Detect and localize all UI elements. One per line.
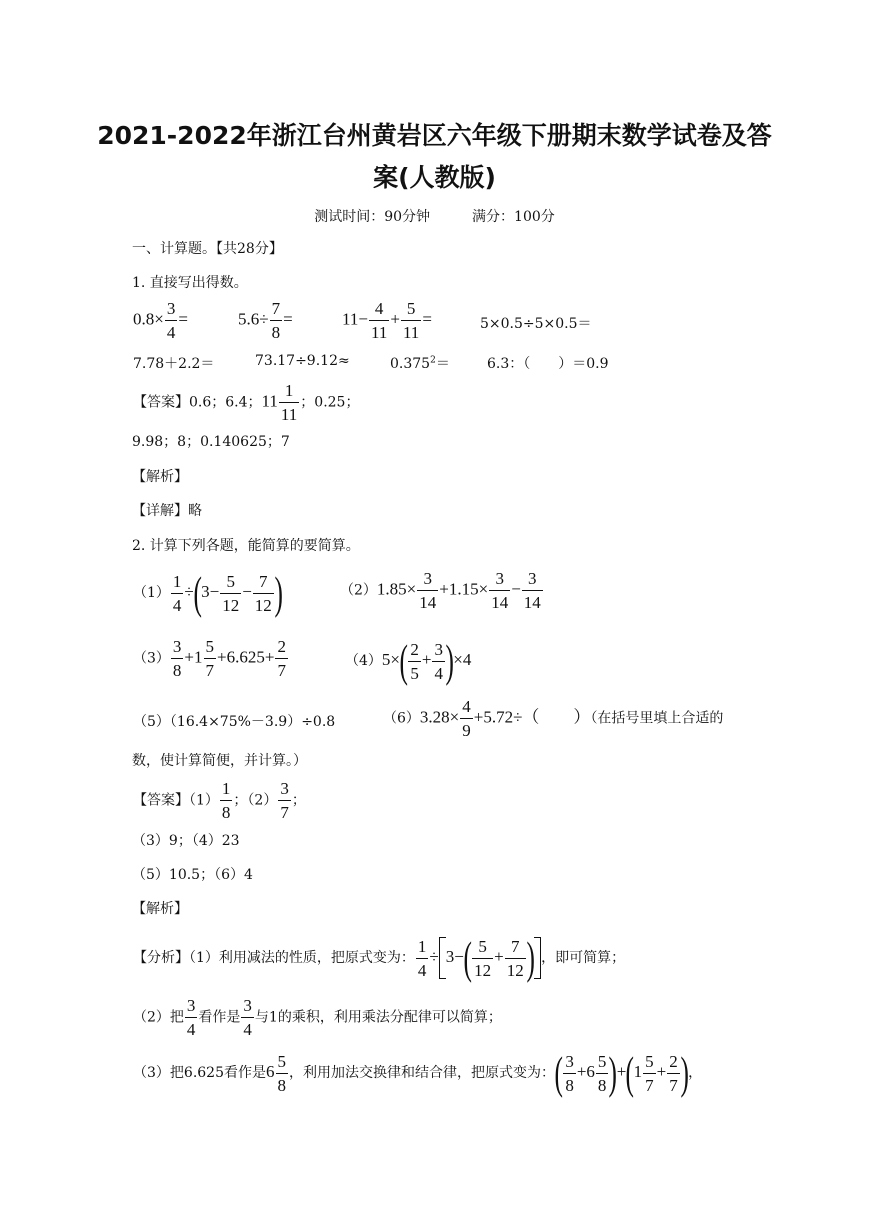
q2-part-3: （3） $\frac{3}{8}$ +1 $\frac{5}{7}$ +6.625+ $\frac{2}{7}$ xyxy=(133,637,286,680)
q2-part-6: （6）3.28× $\frac{4}{9}$ +5.72÷（ ）（在括号里填上合适的 xyxy=(383,697,724,740)
q2-answer-line-3: （5）10.5；（6）4 xyxy=(132,867,253,883)
q1-detail: 【详解】略 xyxy=(132,503,202,519)
q1-expr-3: 11− $\frac{4}{11}$ + $\frac{5}{11}$ = xyxy=(342,299,432,342)
q1-expr-2: 5.6÷ $\frac{7}{8}$ = xyxy=(238,299,293,342)
q1-answer-line-2: 9.98；8；0.140625；7 xyxy=(132,434,290,450)
q1-expr-7: $0.375^2=$ xyxy=(390,355,450,372)
q1-expr-8: 6.3：（ ）＝0.9 xyxy=(487,356,609,372)
q2-analysis-label: 【解析】 xyxy=(132,901,188,917)
q2-stem: 2. 计算下列各题，能简算的要简算。 xyxy=(132,538,360,554)
q2-answer: 【答案】（1） $\frac{1}{8}$ ；（2） $\frac{3}{7}$ ； xyxy=(133,779,306,822)
section-heading: 一、计算题。【共28分】 xyxy=(132,241,283,257)
q1-expr-4: 5×0.5÷5×0.5＝ xyxy=(480,316,592,332)
q2-part-2: （2）1.85× $\frac{3}{14}$ +1.15× $\frac{3}{14}$ − $\frac{3}{14}$ xyxy=(340,569,541,612)
q2-answer-line-2: （3）9；（4）23 xyxy=(132,833,240,849)
q2-part-1: （1） $\frac{1}{4}$ ÷(3− $\frac{5}{12}$ − $\frac{7}{12}$ ) xyxy=(133,567,283,618)
title-line-1: 2021-2022年浙江台州黄岩区六年级下册期末数学试卷及答 xyxy=(97,121,772,150)
q1-answer: 【答案】0.6；6.4；11 $\frac{1}{11}$ ；0.25； xyxy=(133,381,360,424)
q2-fenxi-1: 【分析】（1）利用减法的性质，把原式变为： $\frac{1}{4}$ ÷ 3−( $\frac{5}{12}$ + $\frac{7}{12}$ ) ，即可简算； xyxy=(133,932,626,983)
q1-expr-1: 0.8× $\frac{3}{4}$ = xyxy=(133,299,188,342)
subtitle: 测试时间：90分钟 满分：100分 xyxy=(314,209,555,225)
q2-fenxi-3: （3）把6.625看作是6 $\frac{5}{8}$ ，利用加法交换律和结合律，把原式变为：( $\frac{3}{8}$ +6 $\frac{5}{8}$ )+(1 $\frac{5}{7}$ + $\frac{2}{7}$ )， xyxy=(133,1047,703,1098)
q1-stem: 1. 直接写出得数。 xyxy=(132,275,248,291)
title-line-2: 案(人教版) xyxy=(373,163,496,192)
q1-analysis-label: 【解析】 xyxy=(132,469,188,485)
q2-fenxi-2: （2）把 $\frac{3}{4}$ 看作是 $\frac{3}{4}$ 与1的乘积，利用乘法分配律可以简算； xyxy=(133,996,502,1039)
q1-expr-6: 73.17÷9.12≈ xyxy=(255,353,350,369)
q2-part-6-cont: 数，使计算简便，并计算。） xyxy=(132,753,307,769)
q2-part-5: （5）（16.4×75%－3.9）÷0.8 xyxy=(133,714,336,730)
q1-expr-5: 7.78＋2.2＝ xyxy=(133,356,215,372)
q2-part-4: （4）5×( $\frac{2}{5}$ + $\frac{3}{4}$ )×4 xyxy=(345,635,472,686)
